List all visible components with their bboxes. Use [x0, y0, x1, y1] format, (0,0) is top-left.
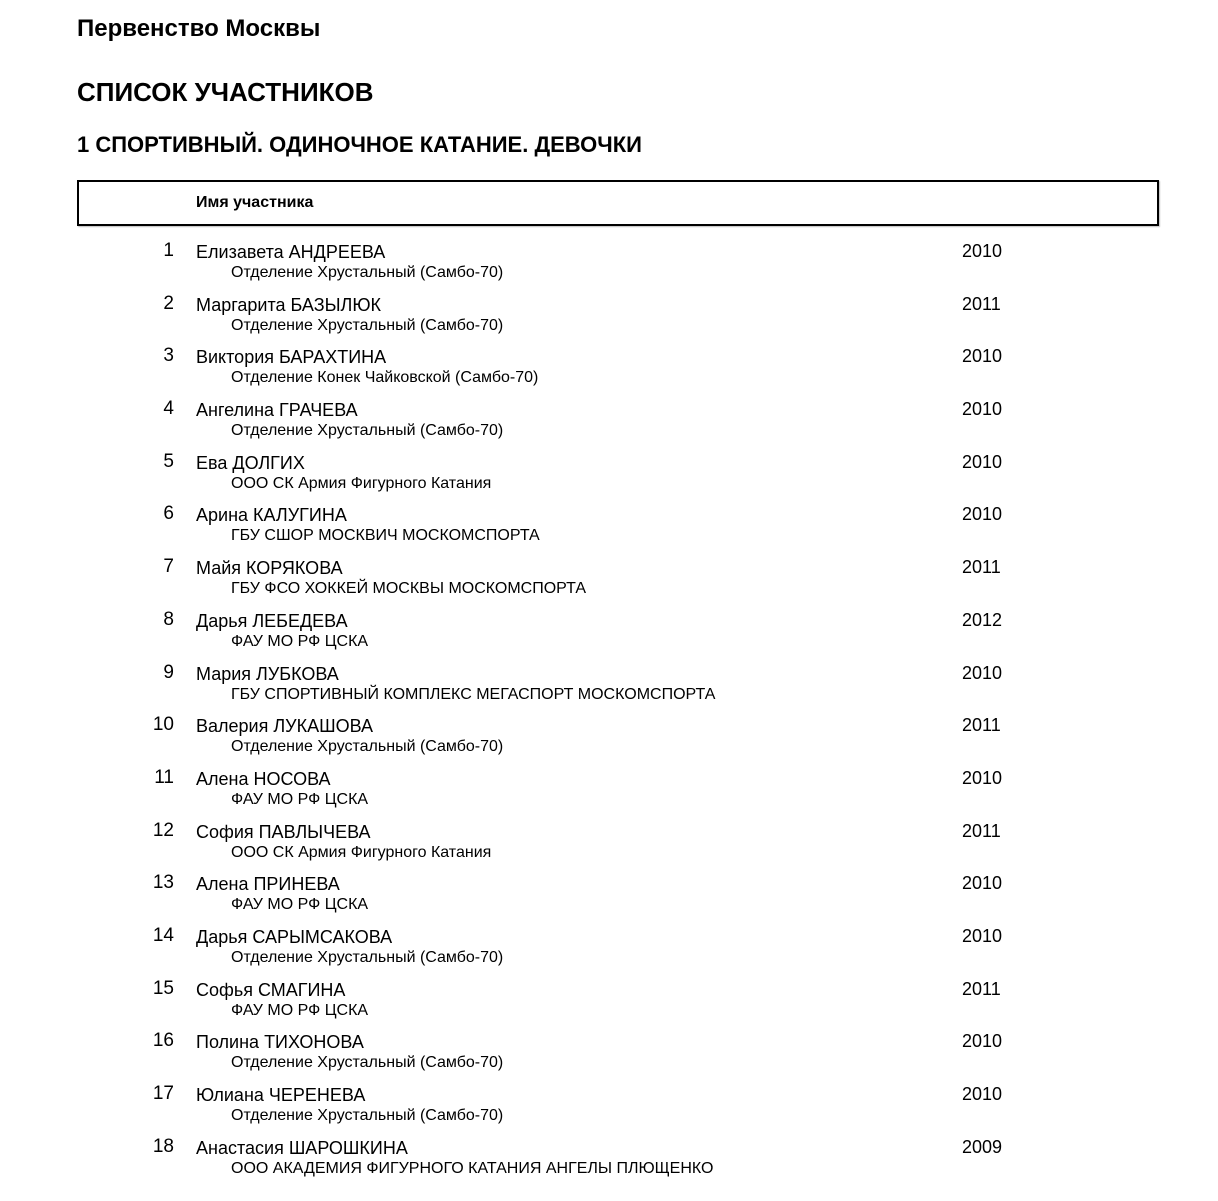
participant-name: Виктория БАРАХТИНА	[196, 347, 387, 368]
participant-name: Мария ЛУБКОВА	[196, 663, 339, 684]
participant-name: Дарья ЛЕБЕДЕВА	[196, 610, 348, 631]
participant-row	[0, 924, 1218, 977]
participant-name: Анастасия ШАРОШКИНА	[196, 1137, 408, 1158]
participant-row	[0, 344, 1218, 397]
participant-number: 9	[163, 661, 174, 683]
participant-name: София ПАВЛЫЧЕВА	[196, 821, 371, 842]
participant-club: ООО СК Армия Фигурного Катания	[231, 843, 492, 861]
participant-number: 11	[154, 766, 174, 788]
participant-row	[0, 608, 1218, 661]
participant-club: Отделение Хрустальный (Самбо-70)	[231, 1107, 504, 1124]
participant-birth-year: 2012	[962, 609, 1003, 630]
participant-birth-year: 2010	[962, 1084, 1003, 1104]
participant-birth-year: 2011	[962, 715, 1001, 736]
participant-name: Полина ТИХОНОВА	[196, 1032, 364, 1053]
participant-club: ООО АКАДЕМИЯ ФИГУРНОГО КАТАНИЯ АНГЕЛЫ ПЛЮЩЕНКО	[231, 1159, 714, 1177]
participant-number: 18	[152, 1135, 174, 1157]
participant-birth-year: 2010	[962, 399, 1003, 420]
participant-birth-year: 2011	[962, 557, 1001, 578]
participant-number: 16	[152, 1030, 174, 1052]
participant-name: Елизавета АНДРЕЕВА	[196, 242, 386, 262]
participant-club: ООО СК Армия Фигурного Катания	[231, 474, 492, 492]
participant-name: Дарья САРЫМСАКОВА	[196, 926, 393, 947]
participant-birth-year: 2010	[962, 241, 1003, 261]
participant-row	[0, 450, 1218, 503]
participant-name: Майя КОРЯКОВА	[196, 558, 343, 579]
participants-list	[0, 239, 1218, 1187]
participant-birth-year: 2011	[962, 978, 1001, 999]
participant-club: Отделение Хрустальный (Самбо-70)	[231, 1054, 504, 1072]
participant-number: 14	[152, 924, 174, 946]
participant-club: ГБУ СПОРТИВНЫЙ КОМПЛЕКС МЕГАСПОРТ МОСКОМСПОРТА	[231, 685, 716, 703]
participant-birth-year: 2009	[962, 1136, 1003, 1157]
participant-row	[0, 397, 1218, 450]
participant-number: 13	[152, 872, 174, 894]
list-title: СПИСОК УЧАСТНИКОВ	[77, 77, 374, 107]
participant-row	[0, 819, 1218, 872]
participant-club: Отделение Хрустальный (Самбо-70)	[231, 422, 504, 440]
participant-name: Ева ДОЛГИХ	[196, 452, 305, 473]
participant-birth-year: 2010	[962, 451, 1003, 472]
participant-club: ГБУ ФСО ХОККЕЙ МОСКВЫ МОСКОМСПОРТА	[231, 580, 587, 598]
participant-club: ФАУ МО РФ ЦСКА	[231, 1001, 369, 1019]
participant-row	[0, 1082, 1218, 1135]
category-title: 1 СПОРТИВНЫЙ. ОДИНОЧНОЕ КАТАНИЕ. ДЕВОЧКИ	[77, 132, 642, 157]
participant-row	[0, 239, 1218, 292]
participant-number: 15	[152, 977, 174, 999]
participant-club: ФАУ МО РФ ЦСКА	[231, 790, 369, 808]
participant-row	[0, 502, 1218, 555]
participant-birth-year: 2011	[962, 820, 1001, 841]
participant-row	[0, 661, 1218, 714]
participant-club: Отделение Хрустальный (Самбо-70)	[231, 264, 504, 281]
participant-number: 8	[163, 608, 174, 630]
participant-birth-year: 2010	[962, 346, 1003, 367]
participant-row	[0, 555, 1218, 608]
participant-row	[0, 1135, 1218, 1188]
participant-number: 5	[163, 450, 174, 472]
participant-birth-year: 2011	[962, 293, 1001, 314]
participant-row	[0, 1029, 1218, 1082]
participant-birth-year: 2010	[962, 662, 1003, 683]
participant-club: ГБУ СШОР МОСКВИЧ МОСКОМСПОРТА	[231, 527, 540, 545]
participant-club: Отделение Хрустальный (Самбо-70)	[231, 738, 504, 756]
participant-name: Ангелина ГРАЧЕВА	[196, 400, 358, 421]
table-header	[77, 180, 1159, 226]
participant-name: Юлиана ЧЕРЕНЕВА	[196, 1085, 366, 1105]
participant-row	[0, 871, 1218, 924]
participant-birth-year: 2010	[962, 1031, 1003, 1052]
participant-row	[0, 977, 1218, 1030]
participant-birth-year: 2010	[962, 767, 1003, 788]
participant-name: Софья СМАГИНА	[196, 979, 346, 1000]
participant-name: Арина КАЛУГИНА	[196, 505, 347, 526]
participant-club: Отделение Конек Чайковской (Самбо-70)	[231, 369, 539, 387]
participant-number: 10	[152, 714, 174, 736]
participant-club: Отделение Хрустальный (Самбо-70)	[231, 948, 504, 966]
participant-number: 7	[163, 556, 174, 578]
participant-club: ФАУ МО РФ ЦСКА	[231, 632, 369, 650]
participant-number: 17	[152, 1083, 174, 1104]
participant-birth-year: 2010	[962, 873, 1003, 894]
participant-row	[0, 766, 1218, 819]
participant-number: 6	[163, 503, 174, 525]
participant-name: Маргарита БАЗЫЛЮК	[196, 294, 382, 315]
column-header-name: Имя участника	[196, 194, 314, 211]
participant-number: 12	[152, 819, 174, 841]
participant-number: 4	[163, 398, 174, 420]
participant-club: Отделение Хрустальный (Самбо-70)	[231, 316, 504, 334]
participant-birth-year: 2010	[962, 504, 1003, 525]
event-title: Первенство Москвы	[77, 15, 321, 42]
participant-name: Алена ПРИНЕВА	[196, 874, 340, 895]
participant-name: Алена НОСОВА	[196, 768, 331, 789]
participant-number: 1	[163, 240, 174, 261]
participant-number: 3	[163, 345, 174, 367]
participant-club: ФАУ МО РФ ЦСКА	[231, 896, 369, 914]
participant-birth-year: 2010	[962, 925, 1003, 946]
participant-row	[0, 292, 1218, 345]
participant-number: 2	[163, 292, 174, 314]
participant-row	[0, 713, 1218, 766]
participant-name: Валерия ЛУКАШОВА	[196, 716, 373, 737]
